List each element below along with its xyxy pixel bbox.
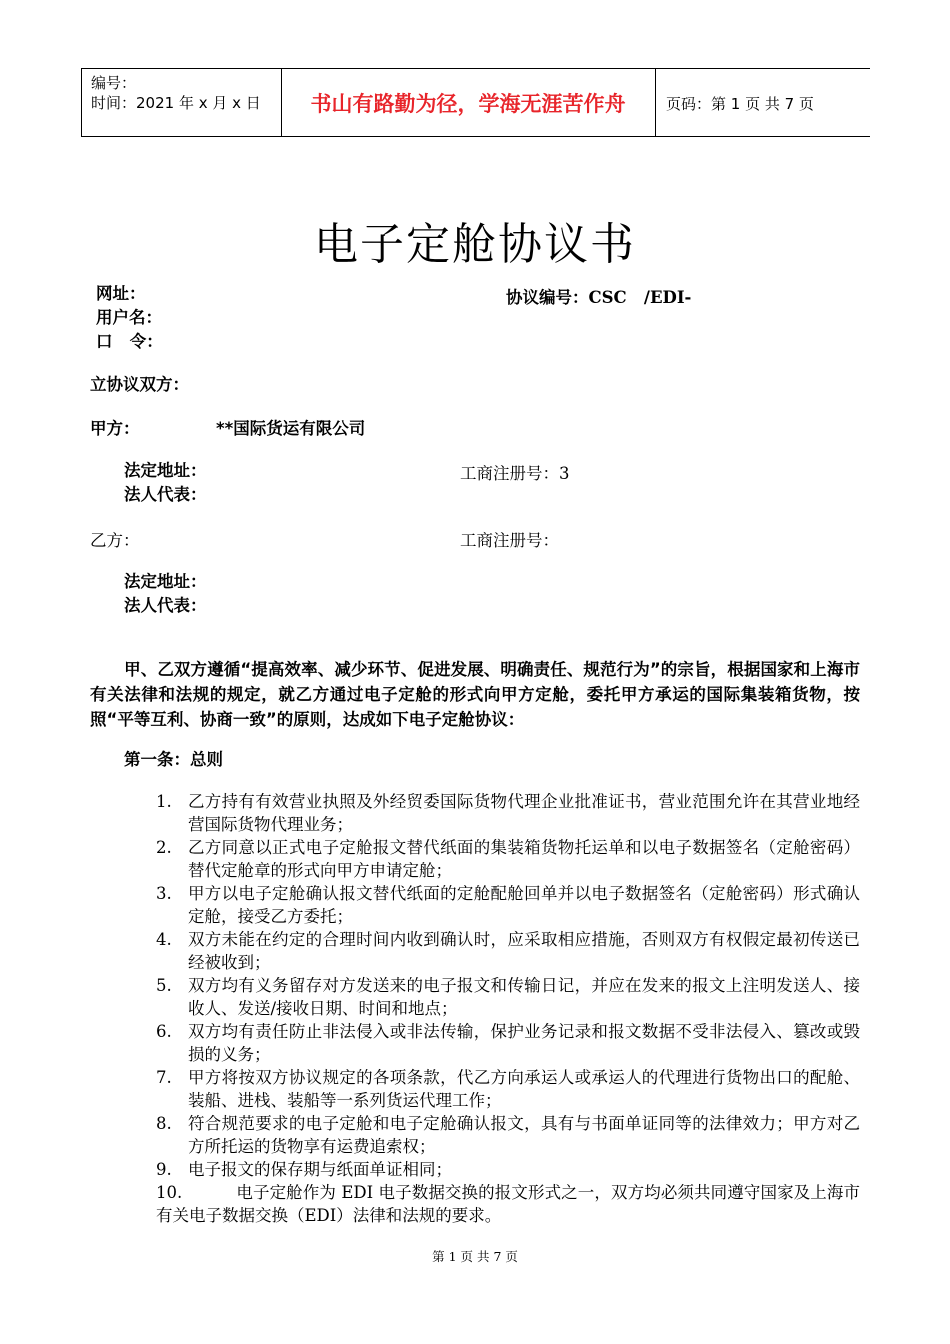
item-text: 双方未能在约定的合理时间内收到确认时，应采取相应措施，否则双方有权假定最初传送已经被收到； (188, 930, 860, 972)
party-a-details (124, 459, 207, 507)
account-block (96, 282, 163, 354)
motto: 书山有路勤为径，学海无涯苦作舟 (310, 91, 626, 116)
item-text: 电子报文的保存期与纸面单证相同； (188, 1160, 452, 1179)
list-item (156, 790, 860, 836)
party-a-address: 法定地址： (124, 461, 207, 480)
article-1-heading: 第一条：总则 (124, 750, 223, 769)
party-b-address: 法定地址： (124, 572, 207, 591)
intro-text: 甲、乙双方遵循“提高效率、减少环节、促进发展、明确责任、规范行为”的宗旨，根据国家和上海市有关法律和法规的规定，就乙方通过电子定舱的形式向甲方定舱，委托甲方承运的国际集装箱货物，按照“平等互利、协商一致”的原则，达成如下电子定舱协议： (90, 660, 860, 729)
list-item (156, 928, 860, 974)
list-item (156, 882, 860, 928)
party-b-label: 乙方： (90, 531, 140, 550)
party-a-label: 甲方： (90, 419, 140, 438)
party-b-rep: 法人代表： (124, 596, 207, 615)
website-label: 网址： (96, 284, 146, 303)
page-label: 页码：第 1 页 共 7 页 (666, 95, 814, 113)
item-text: 乙方同意以正式电子定舱报文替代纸面的集装箱货物托运单和以电子数据签名（定舱密码）替代定舱章的形式向甲方申请定舱； (188, 838, 860, 880)
party-b-reg: 工商注册号： (460, 531, 559, 550)
date-label: 时间：2021 年 x 月 x 日 (91, 94, 261, 112)
item-number: 8. (156, 1114, 172, 1133)
intro-paragraph (90, 657, 860, 732)
item-number: 2. (156, 838, 172, 857)
username-label: 用户名： (96, 308, 162, 327)
list-item (156, 974, 860, 1020)
list-item (156, 836, 860, 882)
party-a-rep: 法人代表： (124, 485, 207, 504)
header-meta (91, 73, 261, 113)
parties-heading: 立协议双方： (90, 375, 189, 394)
item-number: 3. (156, 884, 172, 903)
party-a-reg: 工商注册号：3 (460, 464, 570, 483)
list-item (156, 1158, 860, 1181)
item-number: 6. (156, 1022, 172, 1041)
agreement-number: 协议编号：CSC /EDI- (506, 288, 692, 307)
party-b-details (124, 570, 207, 618)
divider (81, 69, 82, 136)
item-text: 甲方以电子定舱确认报文替代纸面的定舱配舱回单并以电子数据签名（定舱密码）形式确认定舱，接受乙方委托； (188, 884, 860, 926)
list-item (156, 1181, 860, 1227)
item-number: 1. (156, 792, 172, 811)
list-item (156, 1066, 860, 1112)
item-number: 9. (156, 1160, 172, 1179)
item-number: 10. (156, 1183, 183, 1202)
list-item (156, 1112, 860, 1158)
item-text: 电子定舱作为 EDI 电子数据交换的报文形式之一，双方均必须共同遵守国家及上海市有关电子数据交换（EDI）法律和法规的要求。 (156, 1183, 860, 1225)
item-text: 甲方将按双方协议规定的各项条款，代乙方向承运人或承运人的代理进行货物出口的配舱、装船、进栈、装船等一系列货运代理工作； (188, 1068, 860, 1110)
party-a-name: **国际货运有限公司 (216, 419, 366, 438)
item-text: 乙方持有有效营业执照及外经贸委国际货物代理企业批准证书，营业范围允许在其营业地经营国际货物代理业务； (188, 792, 860, 834)
page-footer: 第 1 页 共 7 页 (432, 1249, 518, 1264)
code-label: 编号： (91, 74, 137, 92)
header-table (81, 68, 870, 137)
password-label: 口 令： (96, 332, 163, 351)
item-text: 双方均有义务留存对方发送来的电子报文和传输日记，并应在发来的报文上注明发送人、接收人、发送/接收日期、时间和地点； (188, 976, 860, 1018)
item-number: 4. (156, 930, 172, 949)
item-text: 双方均有责任防止非法侵入或非法传输，保护业务记录和报文数据不受非法侵入、篡改或毁损的义务； (188, 1022, 860, 1064)
document-title: 电子定舱协议书 (314, 219, 636, 270)
divider (655, 69, 656, 136)
item-number: 7. (156, 1068, 172, 1087)
item-number: 5. (156, 976, 172, 995)
article-1-list (156, 790, 860, 1227)
item-text: 符合规范要求的电子定舱和电子定舱确认报文，具有与书面单证同等的法律效力；甲方对乙方所托运的货物享有运费追索权； (188, 1114, 860, 1156)
list-item (156, 1020, 860, 1066)
